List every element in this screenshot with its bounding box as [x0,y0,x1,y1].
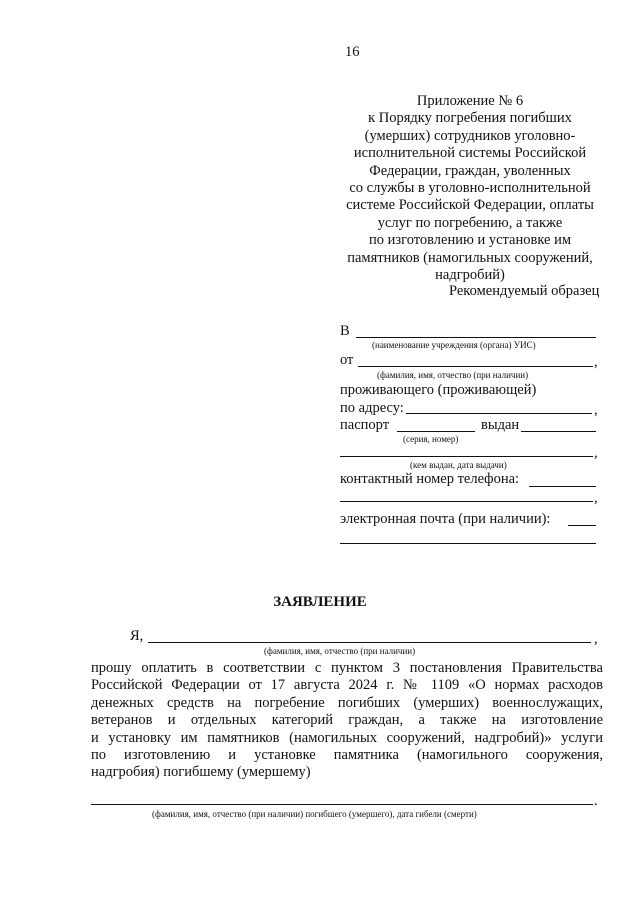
annex-line: (умерших) сотрудников уголовно- [364,127,576,144]
paragraph-line: денежных средств на погребение погибших (умерших) военнослужащих, [91,694,603,711]
annex-line: Федерации, граждан, уволенных [369,162,571,179]
deceased-caption: (фамилия, имя, отчество (при наличии) погибшего (умершего), дата гибели (смерти) [152,809,477,819]
applicant-prefix: Я, [130,628,144,644]
annex-line: Приложение № 6 [416,93,524,109]
paragraph-line: ветеранов и отдельных категорий граждан, а также на изготовление [91,712,603,729]
applicant-name-field[interactable] [148,642,591,643]
paragraph-line: и установку им памятников (намогильных сооружений, надгробий)» услуги [91,729,603,746]
annex-line: со службы в уголовно-исполнительной [349,180,591,197]
comma: , [594,445,598,461]
period: . [594,793,598,809]
paragraph-line: надгробия) погибшему (умершему) [91,764,311,781]
sender-name-caption: (фамилия, имя, отчество (при наличии) [377,370,529,380]
annex-line: памятников (намогильных сооружений, [347,249,593,266]
email-field-continued[interactable] [340,543,596,544]
issued-by-field[interactable] [340,456,593,457]
applicant-name-caption: (фамилия, имя, отчество (при наличии) [264,646,416,656]
institution-caption: (наименование учреждения (органа) УИС) [372,340,536,350]
annex-block [320,93,620,284]
annex-line: по изготовлению и установке им [368,232,572,249]
email-field[interactable] [568,525,596,526]
comma: , [594,354,598,370]
phone-field[interactable] [529,486,596,487]
address-field[interactable] [406,413,592,414]
comma: , [594,402,598,418]
page-number: 16 [345,44,360,60]
annex-line: исполнительной системы Российской [353,145,587,162]
phone-field-continued[interactable] [340,501,593,502]
issued-field[interactable] [521,431,596,432]
deceased-field[interactable] [91,804,593,805]
address-label: по адресу: [340,400,404,416]
request-paragraph [91,660,603,782]
phone-label: контактный номер телефона: [340,471,520,487]
annex-line: услуг по погребению, а также [377,214,563,231]
institution-field[interactable] [356,337,596,338]
passport-number-field[interactable] [397,431,475,432]
document-title: ЗАЯВЛЕНИЕ [273,594,367,610]
paragraph-line: Российской Федерации от 17 августа 2024 г. № 1109 «О нормах расходов [91,677,603,694]
email-label: электронная почта (при наличии): [340,511,551,527]
annex-line: к Порядку погребения погибших [368,110,572,127]
passport-label: паспорт [340,417,390,433]
recommended-sample-label: Рекомендуемый образец [449,283,600,299]
paragraph-line: прошу оплатить в соответствии с пунктом 3 постановления Правительства [91,660,603,676]
comma: , [594,490,598,506]
comma: , [594,631,598,647]
paragraph-line: по изготовлению и установке памятника (намогильного сооружения, [91,746,603,763]
to-prefix: В [340,323,350,339]
issued-label: выдан [481,417,520,433]
sender-name-field[interactable] [358,366,593,367]
annex-line: надгробий) [435,267,505,284]
series-caption: (серия, номер) [403,434,459,444]
annex-line: системе Российской Федерации, оплаты [346,197,594,214]
residing-label: проживающего (проживающей) [340,382,537,398]
from-prefix: от [340,352,354,368]
issued-by-caption: (кем выдан, дата выдачи) [410,460,507,470]
